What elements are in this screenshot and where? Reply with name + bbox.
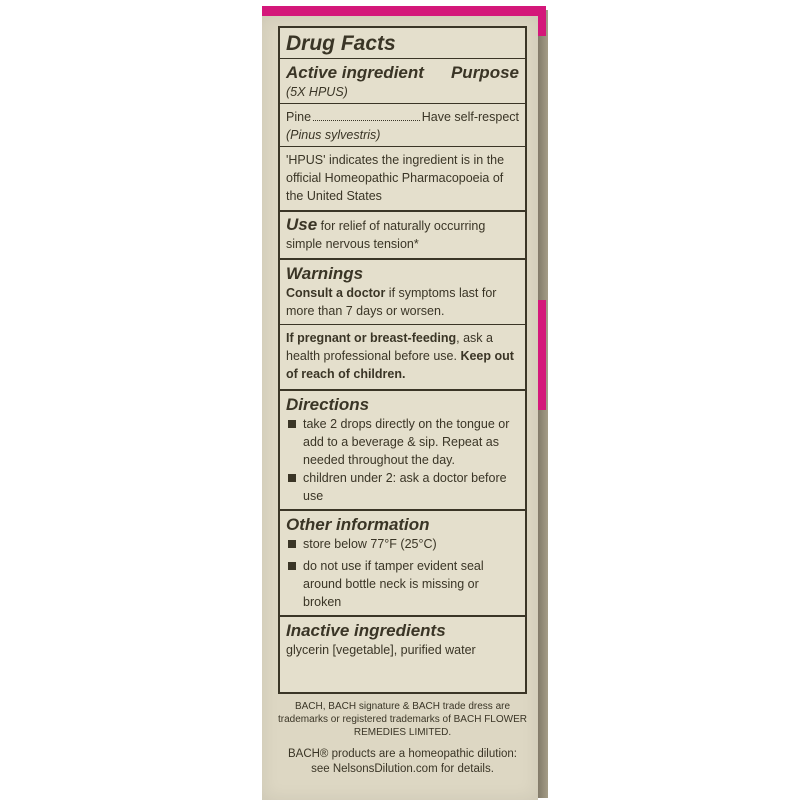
consult-bold: Consult a doctor	[286, 286, 386, 300]
use-label: Use	[286, 215, 318, 234]
other-info-item	[286, 535, 519, 553]
bullet-square-icon	[288, 540, 296, 548]
bullet-square-icon	[288, 474, 296, 482]
dilution-line-2: see NelsonsDilution.com for details.	[311, 763, 494, 775]
inactive-text: glycerin [vegetable], purified water	[286, 643, 476, 657]
hpus-statement: 'HPUS' indicates the ingredient is in the official Homeopathic Pharmacopoeia of the United States	[286, 153, 505, 203]
directions-label: Directions	[286, 395, 370, 414]
drug-facts-header-section	[280, 28, 525, 212]
trademark-text: BACH, BACH signature & BACH trade dress are trademarks or registered trademarks of BACH FLOWER REMEDIES LIMITED.	[278, 701, 527, 738]
other-info-item-text: store below 77°F (25°C)	[303, 537, 437, 551]
leader-dots	[313, 120, 420, 121]
warnings-label: Warnings	[286, 264, 364, 283]
consult-text: if symptoms last for more than 7 days or worsen.	[286, 286, 497, 318]
dilution-line-1: BACH® products are a homeopathic dilution:	[287, 748, 517, 760]
directions-item	[286, 469, 519, 505]
ingredient-purpose: Have self-respect	[421, 110, 519, 124]
pregnant-warning	[286, 329, 519, 389]
active-ingredient-header	[286, 63, 519, 83]
purpose-label: Purpose	[450, 63, 519, 82]
consult-warning	[286, 284, 519, 324]
directions-item-text: take 2 drops directly on the tongue or add to a beverage & sip. Repeat as needed throughout the day.	[303, 417, 510, 467]
directions-item-text: children under 2: ask a doctor before use	[303, 471, 507, 503]
ingredient-name: Pine	[286, 110, 312, 124]
other-info-section	[280, 511, 525, 617]
warnings-section	[280, 260, 525, 391]
inactive-section	[280, 617, 525, 663]
use-text: for relief of naturally occurring simple nervous tension*	[286, 219, 486, 251]
ingredient-latin: (Pinus sylvestris)	[286, 128, 381, 142]
bullet-square-icon	[288, 562, 296, 570]
directions-item	[286, 415, 519, 469]
inactive-label: Inactive ingredients	[286, 621, 446, 640]
active-ingredient-label: Active ingredient	[286, 63, 424, 82]
hpus-note: (5X HPUS)	[286, 85, 348, 99]
use-section	[280, 212, 525, 260]
bullet-square-icon	[288, 420, 296, 428]
other-info-label: Other information	[286, 515, 430, 534]
ingredient-row	[286, 108, 519, 126]
pregnant-bold: If pregnant or breast-feeding	[286, 331, 457, 345]
other-info-item	[286, 557, 519, 611]
label-footer	[278, 700, 527, 777]
other-info-item-text: do not use if tamper evident seal around bottle neck is missing or broken	[303, 559, 484, 609]
keep-out-text: Keep out of reach of children.	[286, 349, 514, 381]
directions-section	[280, 391, 525, 511]
drug-facts-title: Drug Facts	[280, 28, 525, 59]
pregnant-text: , ask a health professional before use.	[286, 331, 493, 363]
drug-facts-box	[278, 26, 527, 694]
